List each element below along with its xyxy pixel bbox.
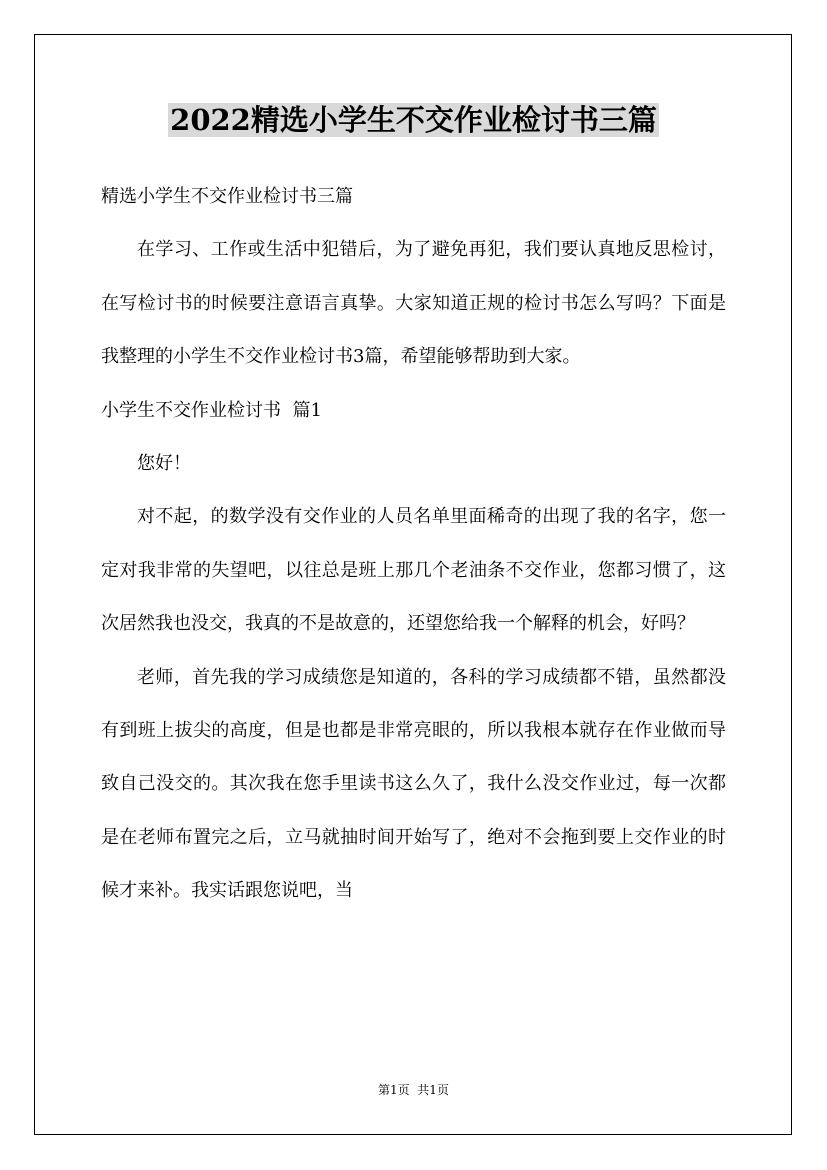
section-heading: 小学生不交作业检讨书 篇1: [101, 399, 322, 421]
page-footer: 第1页 共1页: [378, 1083, 449, 1097]
body-paragraph-1: 对不起，的数学没有交作业的人员名单里面稀奇的出现了我的名字，您一定对我非常的失望吧，以往总是班上那几个老油条不交作业，您都习惯了，这次居然我也没交，我真的不是故意的，还望您给我一个解释的机会，好吗？: [101, 506, 726, 635]
document-title: [0, 100, 827, 140]
body-paragraph-2: 老师，首先我的学习成绩您是知道的，各科的学习成绩都不错，虽然都没有到班上拔尖的高度，但是也都是非常亮眼的，所以我根本就存在作业做而导致自己没交的。其次我在您手里读书这么久了，我什么没交作业过，每一次都是在老师布置完之后，立马就抽时间开始写了，绝对不会拖到要上交作业的时候才来补。我实话跟您说吧，当: [101, 666, 726, 902]
document-body: [101, 170, 726, 918]
document-title-text: 2022精选小学生不交作业检讨书三篇: [170, 103, 657, 137]
greeting: 您好！: [137, 453, 191, 475]
intro-paragraph: 在学习、工作或生活中犯错后，为了避免再犯，我们要认真地反思检讨，在写检讨书的时候要注意语言真挚。大家知道正规的检讨书怎么写吗？下面是我整理的小学生不交作业检讨书3篇，希望能够帮助到大家。: [101, 239, 726, 368]
subtitle: 精选小学生不交作业检讨书三篇: [101, 186, 353, 207]
